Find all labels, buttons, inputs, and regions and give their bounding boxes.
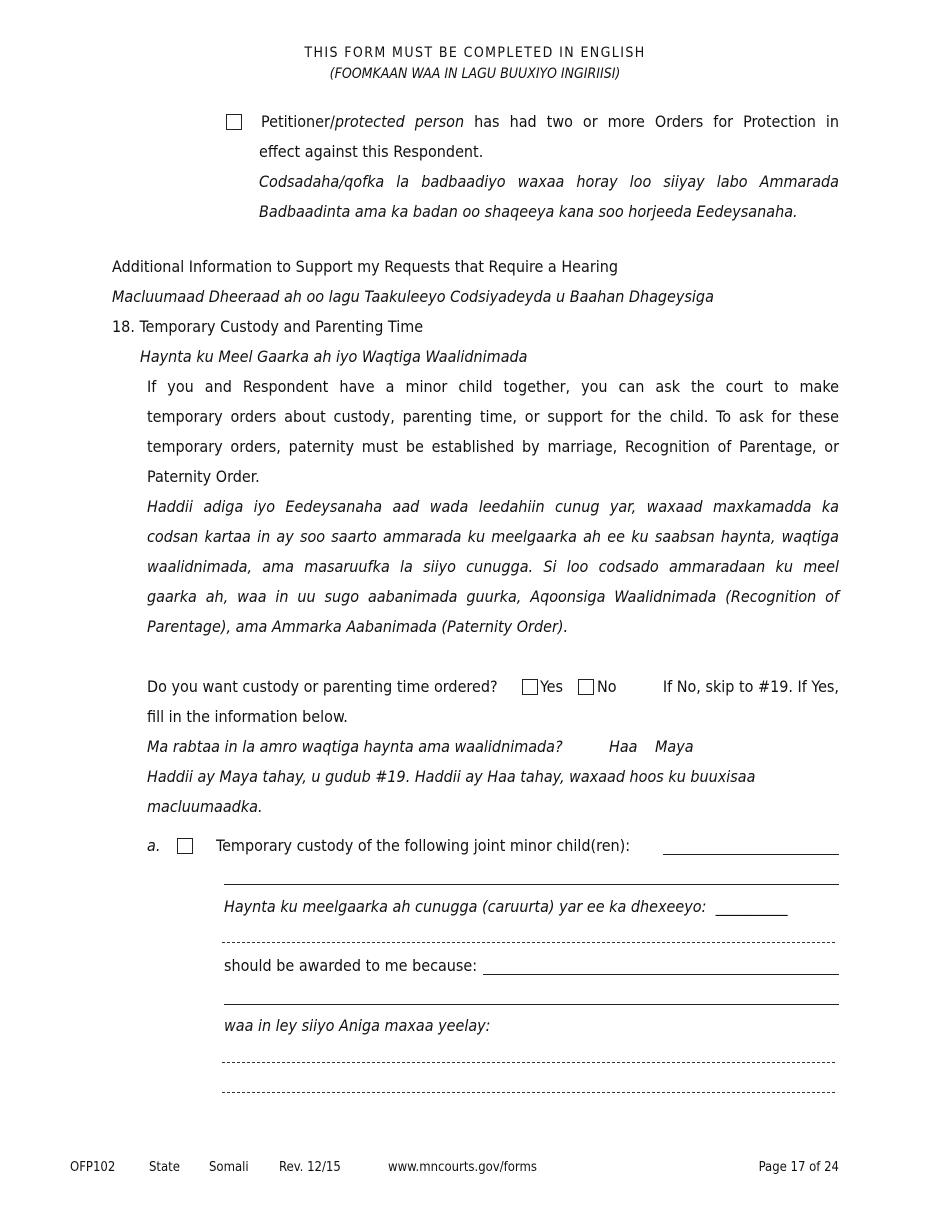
subitem-a-label: a. xyxy=(147,836,161,855)
custody-skip-somali-line2: macluumaadka. xyxy=(147,797,263,816)
custody-question-somali: Ma rabtaa in la amro waqtiga haynta ama waalidnimada? xyxy=(147,737,563,756)
footer-page-number: Page 17 of 24 xyxy=(758,1160,839,1175)
awarded-reason-somali-field[interactable] xyxy=(222,1062,835,1063)
footer-revision: Rev. 12/15 xyxy=(279,1160,341,1175)
item-18-title-somali: Haynta ku Meel Gaarka ah iyo Waqtiga Waalidnimada xyxy=(140,347,528,366)
temporary-custody-somali: Haynta ku meelgaarka ah cunugga (caruurta) yar ee ka dhexeeyo: __________ xyxy=(224,897,788,916)
custody-no-label: No xyxy=(597,677,617,696)
custody-question: Do you want custody or parenting time ordered? xyxy=(147,677,498,696)
custody-haa-label: Haa xyxy=(609,737,638,756)
awarded-because-label: should be awarded to me because: xyxy=(224,956,478,975)
custody-skip-somali-line1: Haddii ay Maya tahay, u gudub #19. Haddii ay Haa tahay, waxaad hoos ku buuxisaa xyxy=(147,767,756,786)
petitioner-option-somali-line1: Codsadaha/qofka la badbaadiyo waxaa horay loo siiyay labo Ammarada xyxy=(259,172,839,191)
form-header-english: THIS FORM MUST BE COMPLETED IN ENGLISH xyxy=(304,45,646,61)
footer-state: State xyxy=(149,1160,180,1175)
custody-question-line2: fill in the information below. xyxy=(147,707,348,726)
custody-maya-label: Maya xyxy=(655,737,694,756)
temporary-custody-label: Temporary custody of the following joint minor child(ren): xyxy=(216,836,631,855)
item-18-para-so-line2: codsan kartaa in ay soo saarto ammarada ku meelgaarka ah ee ku saabsan haynta, waqtiga xyxy=(147,527,839,546)
custody-no-checkbox[interactable] xyxy=(578,679,594,695)
footer-form-id: OFP102 xyxy=(70,1160,116,1175)
section-heading-somali: Macluumaad Dheeraad ah oo lagu Taakuleeyo Codsiyadeyda u Baahan Dhageysiga xyxy=(112,287,714,306)
item-18-para-so-line5: Parentage), ama Ammarka Aabanimada (Paternity Order). xyxy=(147,617,569,636)
petitioner-option-somali-line2: Badbaadinta ama ka badan oo shaqeeya kana soo horjeeda Eedeysanaha. xyxy=(259,202,798,221)
item-18-para-en-line2: temporary orders about custody, parenting time, or support for the child. To ask for these xyxy=(147,407,839,426)
item-18-para-so-line4: gaarka ah, waa in uu sugo aabanimada guurka, Aqoonsiga Waalidnimada (Recognition of xyxy=(147,587,839,606)
item-18-para-so-line3: waalidnimada, ama masaruufka la siiyo cunugga. Si loo codsado ammaradaan ku meel xyxy=(147,557,839,576)
awarded-reason-field-line2[interactable] xyxy=(224,1004,839,1005)
custody-yes-checkbox[interactable] xyxy=(522,679,538,695)
item-18-para-en-line4: Paternity Order. xyxy=(147,467,260,486)
item-18-para-en-line1: If you and Respondent have a minor child together, you can ask the court to make xyxy=(147,377,839,396)
petitioner-option-label-line2: effect against this Respondent. xyxy=(259,142,484,161)
awarded-reason-somali-field-line2[interactable] xyxy=(222,1092,835,1093)
custody-skip-instruction: If No, skip to #19. If Yes, xyxy=(662,677,839,696)
children-names-field[interactable] xyxy=(663,854,839,855)
item-18-title: 18. Temporary Custody and Parenting Time xyxy=(112,317,424,336)
petitioner-option-label: Petitioner/protected person has had two or more Orders for Protection in xyxy=(261,112,839,131)
item-18-para-en-line3: temporary orders, paternity must be established by marriage, Recognition of Parentage, or xyxy=(147,437,839,456)
footer-language: Somali xyxy=(209,1160,249,1175)
petitioner-two-orders-checkbox[interactable] xyxy=(226,114,242,130)
item-18-para-so-line1: Haddii adiga iyo Eedeysanaha aad wada leedahiin cunug yar, waxaad maxkamadda ka xyxy=(147,497,839,516)
awarded-reason-field[interactable] xyxy=(483,974,839,975)
custody-yes-label: Yes xyxy=(540,677,564,696)
children-names-field-line2[interactable] xyxy=(224,884,839,885)
awarded-because-somali: waa in ley siiyo Aniga maxaa yeelay: xyxy=(224,1016,491,1035)
form-header-somali: (FOOMKAAN WAA IN LAGU BUUXIYO INGIRIISI) xyxy=(329,66,621,82)
footer-url[interactable]: www.mncourts.gov/forms xyxy=(388,1160,537,1175)
section-heading: Additional Information to Support my Requests that Require a Hearing xyxy=(112,257,619,276)
children-names-somali-field[interactable] xyxy=(222,942,835,943)
temporary-custody-checkbox[interactable] xyxy=(177,838,193,854)
